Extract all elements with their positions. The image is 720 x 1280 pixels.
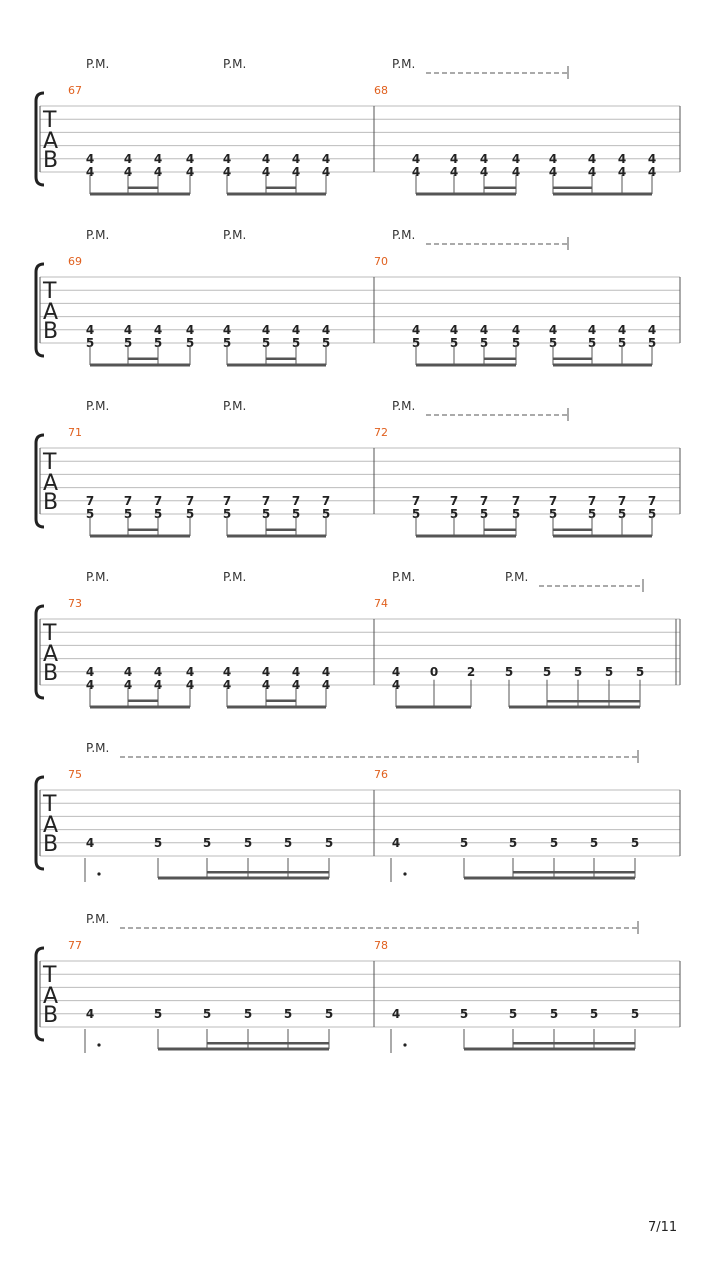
fret-number: 5 — [283, 835, 293, 850]
eighth-beam — [464, 877, 635, 880]
fret-number: 4 — [85, 322, 95, 337]
fret-number: 4 — [123, 165, 133, 179]
palm-mute-label: P.M. — [86, 570, 110, 584]
fret-number: 5 — [324, 1006, 334, 1021]
tab-clef-letter: A — [43, 471, 59, 496]
rhythm-dot — [97, 872, 100, 875]
eighth-beam — [158, 1048, 329, 1051]
tab-clef-letter: T — [43, 450, 57, 475]
fret-number: 4 — [222, 678, 232, 692]
fret-number: 5 — [548, 336, 558, 350]
eighth-beam — [90, 535, 190, 538]
fret-number: 5 — [153, 1006, 163, 1021]
measure-number: 68 — [374, 84, 388, 97]
fret-number: 4 — [321, 678, 331, 692]
fret-number: 4 — [185, 678, 195, 692]
fret-number: 4 — [479, 151, 489, 166]
sixteenth-beam — [553, 187, 592, 190]
fret-number: 4 — [548, 151, 558, 166]
sixteenth-beam — [513, 1042, 635, 1045]
fret-number: 4 — [411, 151, 421, 166]
sixteenth-beam — [128, 529, 158, 532]
tab-clef-letter: B — [43, 319, 59, 344]
fret-number: 4 — [291, 664, 301, 679]
fret-number: 4 — [185, 664, 195, 679]
fret-number: 5 — [549, 1006, 559, 1021]
eighth-beam — [90, 364, 190, 367]
fret-number: 4 — [123, 151, 133, 166]
tab-clef-letter: A — [43, 984, 59, 1009]
fret-number: 4 — [391, 835, 401, 850]
fret-number: 4 — [321, 165, 331, 179]
fret-number: 4 — [479, 165, 489, 179]
fret-number: 4 — [511, 322, 521, 337]
fret-number: 4 — [222, 322, 232, 337]
sixteenth-beam — [266, 529, 296, 532]
fret-number: 4 — [85, 664, 95, 679]
measure-number: 70 — [374, 255, 388, 268]
measure-number: 69 — [68, 255, 82, 268]
fret-number: 4 — [548, 322, 558, 337]
fret-number: 4 — [321, 322, 331, 337]
fret-number: 5 — [261, 336, 271, 350]
tab-clef-letter: A — [43, 642, 59, 667]
fret-number: 7 — [411, 493, 421, 508]
measure-number: 75 — [68, 768, 82, 781]
eighth-beam — [553, 364, 652, 367]
rhythm-dot — [403, 1043, 406, 1046]
fret-number: 4 — [647, 151, 657, 166]
sixteenth-beam — [207, 871, 329, 874]
fret-number: 5 — [185, 507, 195, 521]
fret-number: 4 — [85, 151, 95, 166]
palm-mute-label: P.M. — [392, 399, 416, 413]
fret-number: 4 — [185, 322, 195, 337]
palm-mute-label: P.M. — [392, 228, 416, 242]
sixteenth-beam — [128, 358, 158, 361]
palm-mute-label: P.M. — [86, 228, 110, 242]
fret-number: 4 — [291, 322, 301, 337]
eighth-beam — [509, 706, 640, 709]
fret-number: 5 — [283, 1006, 293, 1021]
page-number: 7/11 — [648, 1220, 678, 1235]
sixteenth-beam — [484, 358, 516, 361]
fret-number: 4 — [479, 322, 489, 337]
fret-number: 5 — [647, 507, 657, 521]
fret-number: 5 — [549, 835, 559, 850]
sixteenth-beam — [266, 187, 296, 190]
fret-number: 5 — [411, 336, 421, 350]
measure-number: 72 — [374, 426, 388, 439]
fret-number: 4 — [85, 678, 95, 692]
palm-mute-label: P.M. — [392, 57, 416, 71]
fret-number: 5 — [511, 507, 521, 521]
eighth-beam — [227, 364, 326, 367]
fret-number: 5 — [291, 507, 301, 521]
fret-number: 5 — [222, 336, 232, 350]
fret-number: 5 — [85, 507, 95, 521]
measure-number: 71 — [68, 426, 82, 439]
fret-number: 7 — [321, 493, 331, 508]
eighth-beam — [227, 535, 326, 538]
fret-number: 4 — [123, 678, 133, 692]
fret-number: 4 — [617, 165, 627, 179]
fret-number: 4 — [587, 322, 597, 337]
fret-number: 4 — [391, 1006, 401, 1021]
fret-number: 5 — [617, 507, 627, 521]
fret-number: 4 — [222, 664, 232, 679]
fret-number: 5 — [548, 507, 558, 521]
fret-number: 4 — [153, 322, 163, 337]
fret-number: 4 — [548, 165, 558, 179]
fret-number: 5 — [85, 336, 95, 350]
palm-mute-label: P.M. — [223, 399, 247, 413]
fret-number: 7 — [647, 493, 657, 508]
eighth-beam — [416, 535, 516, 538]
tab-clef-letter: T — [43, 792, 57, 817]
fret-number: 0 — [429, 664, 439, 679]
measure-number: 78 — [374, 939, 388, 952]
fret-number: 5 — [222, 507, 232, 521]
measure-number: 67 — [68, 84, 82, 97]
fret-number: 5 — [479, 507, 489, 521]
palm-mute-label: P.M. — [86, 912, 110, 926]
sixteenth-beam — [128, 187, 158, 190]
fret-number: 4 — [291, 151, 301, 166]
sixteenth-beam — [484, 187, 516, 190]
fret-number: 4 — [85, 165, 95, 179]
sixteenth-beam — [553, 358, 592, 361]
eighth-beam — [90, 706, 190, 709]
fret-number: 5 — [630, 835, 640, 850]
fret-number: 4 — [222, 151, 232, 166]
fret-number: 4 — [261, 322, 271, 337]
fret-number: 5 — [243, 1006, 253, 1021]
fret-number: 5 — [123, 336, 133, 350]
fret-number: 5 — [508, 1006, 518, 1021]
fret-number: 4 — [153, 151, 163, 166]
palm-mute-label: P.M. — [86, 741, 110, 755]
eighth-beam — [416, 364, 516, 367]
fret-number: 5 — [261, 507, 271, 521]
fret-number: 4 — [153, 165, 163, 179]
tab-clef-letter: B — [43, 490, 59, 515]
tab-clef-letter: T — [43, 279, 57, 304]
fret-number: 4 — [153, 678, 163, 692]
fret-number: 7 — [587, 493, 597, 508]
fret-number: 7 — [479, 493, 489, 508]
measure-number: 74 — [374, 597, 388, 610]
fret-number: 5 — [449, 507, 459, 521]
tab-clef-letter: B — [43, 661, 59, 686]
measure-number: 73 — [68, 597, 82, 610]
tab-clef-letter: B — [43, 832, 59, 857]
fret-number: 4 — [647, 165, 657, 179]
fret-number: 4 — [391, 678, 401, 692]
fret-number: 5 — [324, 835, 334, 850]
sixteenth-beam — [266, 358, 296, 361]
fret-number: 5 — [589, 1006, 599, 1021]
fret-number: 5 — [153, 507, 163, 521]
fret-number: 5 — [479, 336, 489, 350]
fret-number: 7 — [123, 493, 133, 508]
fret-number: 5 — [587, 336, 597, 350]
fret-number: 5 — [321, 336, 331, 350]
fret-number: 5 — [635, 664, 645, 679]
palm-mute-label: P.M. — [223, 570, 247, 584]
measure-number: 77 — [68, 939, 82, 952]
sixteenth-beam — [513, 871, 635, 874]
eighth-beam — [158, 877, 329, 880]
fret-number: 4 — [291, 165, 301, 179]
fret-number: 7 — [261, 493, 271, 508]
fret-number: 5 — [321, 507, 331, 521]
eighth-beam — [396, 706, 471, 709]
fret-number: 5 — [573, 664, 583, 679]
tab-clef-letter: A — [43, 300, 59, 325]
fret-number: 4 — [587, 165, 597, 179]
fret-number: 4 — [261, 165, 271, 179]
sixteenth-beam — [207, 1042, 329, 1045]
sixteenth-beam — [128, 700, 158, 703]
tab-clef-letter: B — [43, 148, 59, 173]
fret-number: 5 — [511, 336, 521, 350]
eighth-beam — [553, 535, 652, 538]
eighth-beam — [464, 1048, 635, 1051]
fret-number: 4 — [185, 165, 195, 179]
fret-number: 4 — [321, 664, 331, 679]
fret-number: 4 — [123, 664, 133, 679]
fret-number: 4 — [411, 322, 421, 337]
palm-mute-label: P.M. — [86, 57, 110, 71]
tab-clef-letter: T — [43, 621, 57, 646]
tab-clef-letter: A — [43, 129, 59, 154]
fret-number: 5 — [459, 835, 469, 850]
fret-number: 4 — [411, 165, 421, 179]
fret-number: 7 — [291, 493, 301, 508]
fret-number: 7 — [617, 493, 627, 508]
fret-number: 7 — [449, 493, 459, 508]
palm-mute-label: P.M. — [505, 570, 529, 584]
fret-number: 5 — [459, 1006, 469, 1021]
fret-number: 4 — [647, 322, 657, 337]
fret-number: 4 — [261, 664, 271, 679]
fret-number: 4 — [153, 664, 163, 679]
fret-number: 4 — [123, 322, 133, 337]
eighth-beam — [227, 706, 326, 709]
fret-number: 5 — [123, 507, 133, 521]
fret-number: 5 — [202, 1006, 212, 1021]
fret-number: 4 — [617, 151, 627, 166]
fret-number: 4 — [291, 678, 301, 692]
fret-number: 7 — [153, 493, 163, 508]
fret-number: 7 — [85, 493, 95, 508]
eighth-beam — [90, 193, 190, 196]
sixteenth-beam — [266, 700, 296, 703]
palm-mute-label: P.M. — [223, 228, 247, 242]
fret-number: 5 — [291, 336, 301, 350]
fret-number: 4 — [391, 664, 401, 679]
sixteenth-beam — [553, 529, 592, 532]
sixteenth-beam — [547, 700, 640, 703]
fret-number: 4 — [85, 835, 95, 850]
fret-number: 4 — [321, 151, 331, 166]
eighth-beam — [553, 193, 652, 196]
measure-number: 76 — [374, 768, 388, 781]
fret-number: 5 — [542, 664, 552, 679]
fret-number: 4 — [85, 1006, 95, 1021]
fret-number: 5 — [508, 835, 518, 850]
fret-number: 4 — [511, 151, 521, 166]
rhythm-dot — [403, 872, 406, 875]
fret-number: 5 — [617, 336, 627, 350]
fret-number: 5 — [202, 835, 212, 850]
fret-number: 4 — [511, 165, 521, 179]
tab-clef-letter: B — [43, 1003, 59, 1028]
eighth-beam — [416, 193, 516, 196]
eighth-beam — [227, 193, 326, 196]
fret-number: 7 — [511, 493, 521, 508]
fret-number: 7 — [222, 493, 232, 508]
fret-number: 7 — [185, 493, 195, 508]
fret-number: 4 — [449, 322, 459, 337]
fret-number: 4 — [185, 151, 195, 166]
fret-number: 5 — [411, 507, 421, 521]
fret-number: 4 — [222, 165, 232, 179]
sixteenth-beam — [484, 529, 516, 532]
fret-number: 5 — [647, 336, 657, 350]
fret-number: 5 — [504, 664, 514, 679]
palm-mute-label: P.M. — [392, 570, 416, 584]
fret-number: 4 — [261, 151, 271, 166]
fret-number: 5 — [153, 336, 163, 350]
fret-number: 4 — [587, 151, 597, 166]
fret-number: 5 — [243, 835, 253, 850]
fret-number: 5 — [449, 336, 459, 350]
rhythm-dot — [97, 1043, 100, 1046]
tab-clef-letter: A — [43, 813, 59, 838]
fret-number: 4 — [449, 151, 459, 166]
fret-number: 5 — [589, 835, 599, 850]
tab-clef-letter: T — [43, 963, 57, 988]
fret-number: 5 — [604, 664, 614, 679]
fret-number: 5 — [587, 507, 597, 521]
fret-number: 5 — [630, 1006, 640, 1021]
fret-number: 4 — [261, 678, 271, 692]
fret-number: 7 — [548, 493, 558, 508]
fret-number: 2 — [466, 664, 476, 679]
palm-mute-label: P.M. — [86, 399, 110, 413]
fret-number: 5 — [153, 835, 163, 850]
fret-number: 4 — [449, 165, 459, 179]
fret-number: 4 — [617, 322, 627, 337]
fret-number: 5 — [185, 336, 195, 350]
palm-mute-label: P.M. — [223, 57, 247, 71]
tab-clef-letter: T — [43, 108, 57, 133]
